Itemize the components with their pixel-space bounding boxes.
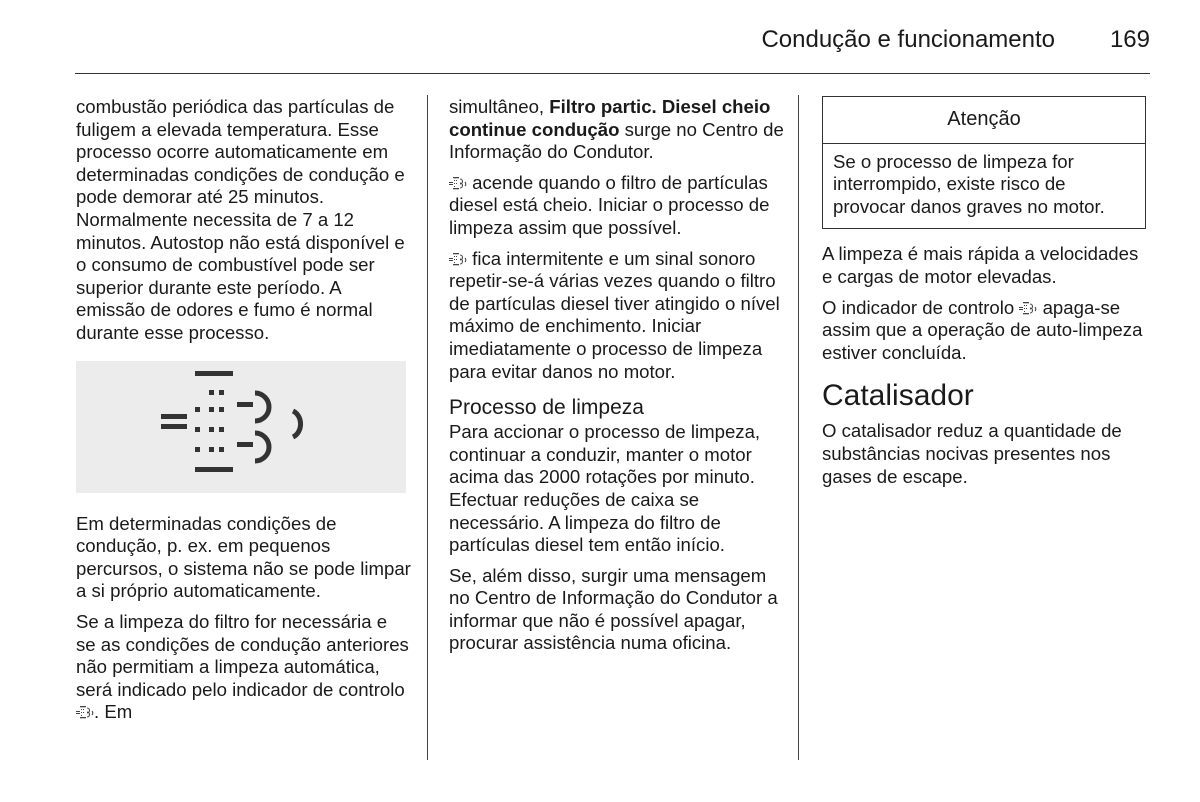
warning-box (822, 96, 1146, 229)
col1-paragraph-3: Se a limpeza do filtro for necessária e se as condições de condução anteriores não permitiam a limpeza automática, será indicado pelo indicador de controlo . Em (76, 610, 409, 723)
warning-text: Se o processo de limpeza for interrompido, existe risco de provocar danos graves no motor. (833, 150, 1105, 217)
col2-paragraph-4: Para accionar o processo de limpeza, continuar a conduzir, manter o motor acima das 2000 rotações por minuto. Efectuar reduções de caixa se necessário. A limpeza do filtro de partículas diesel tem então início. (449, 421, 761, 556)
col1-paragraph-1: combustão periódica das partículas de fuligem a elevada temperatura. Esse processo ocorre automaticamente em determinadas condições de condução e pode demorar até 25 minutos. Normalmente necessita de 7 a 12 minutos. Autostop não está disponível e o consumo de combustível pode ser superior durante este período. A emissão de odores e fumo é normal durante esse processo. (76, 96, 405, 343)
filter-indicator-icon (449, 176, 467, 190)
col3-paragraph-1: A limpeza é mais rápida a velocidades e cargas de motor elevadas. (822, 243, 1139, 287)
page-header-title: Condução e funcionamento (761, 26, 1055, 53)
col3-paragraph-2: O indicador de controlo apaga-se assim que a operação de auto-limpeza estiver concluída. (822, 296, 1143, 363)
dpf-figure (76, 361, 406, 493)
section-heading-catalyst: Catalisador (822, 379, 974, 413)
col1-paragraph-2: Em determinadas condições de condução, p. ex. em pequenos percursos, o sistema não se pode limpar a si próprio automaticamente. (76, 512, 411, 602)
page-number: 169 (1109, 26, 1150, 53)
filter-indicator-icon (1019, 301, 1037, 315)
column-2 (449, 96, 784, 663)
col2-paragraph-2: acende quando o filtro de partículas diesel está cheio. Iniciar o processo de limpeza assim que possível. (449, 171, 770, 238)
filter-indicator-icon (76, 705, 94, 719)
column-divider-1 (427, 95, 428, 760)
filter-indicator-icon (449, 252, 467, 266)
column-1 (76, 96, 411, 732)
column-divider-2 (798, 95, 799, 760)
diesel-particulate-filter-icon (161, 369, 321, 485)
col3-paragraph-3: O catalisador reduz a quantidade de substâncias nocivas presentes nos gases de escape. (822, 420, 1122, 487)
section-heading-cleaning: Processo de limpeza (449, 396, 644, 420)
warning-title: Atenção (823, 97, 1145, 144)
column-3 (822, 96, 1152, 496)
dic-message: Filtro partic. Diesel cheio continue condução (449, 96, 771, 140)
col2-paragraph-1: simultâneo, Filtro partic. Diesel cheio continue condução surge no Centro de Informação do Condutor. (449, 96, 784, 163)
header-rule (75, 73, 1150, 74)
col2-paragraph-5: Se, além disso, surgir uma mensagem no Centro de Informação do Condutor a informar que não é possível apagar, procurar assistência numa oficina. (449, 564, 778, 654)
col2-paragraph-3: fica intermitente e um sinal sonoro repetir-se-á várias vezes quando o filtro de partículas diesel tiver atingido o nível máximo de enchimento. Iniciar imediatamente o processo de limpeza para evitar danos no motor. (449, 247, 780, 382)
